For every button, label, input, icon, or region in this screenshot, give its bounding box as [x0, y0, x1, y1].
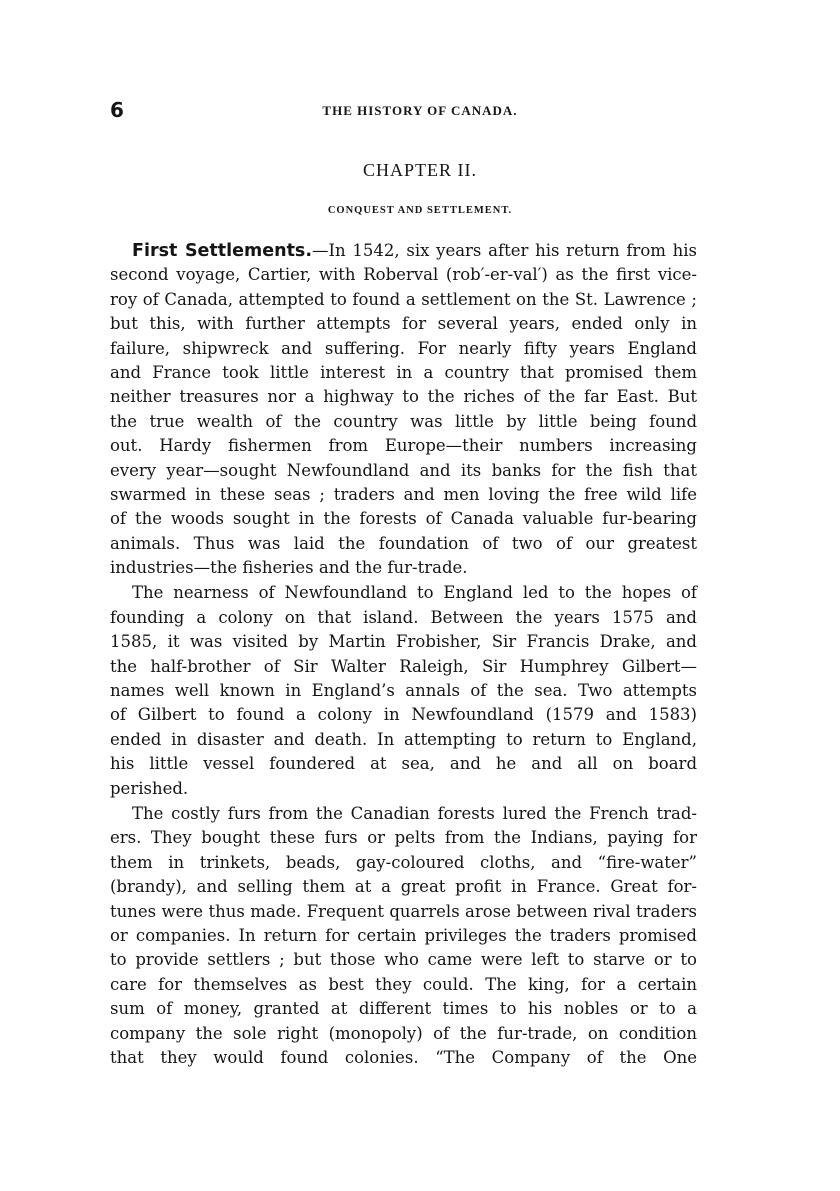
text-line: out. Hardy fishermen from Europe—their numbers increasing	[110, 436, 697, 456]
chapter-subtitle: CONQUEST AND SETTLEMENT.	[327, 205, 513, 216]
text-line: ended in disaster and death. In attempting to return to England,	[110, 729, 697, 749]
text-line: his little vessel foundered at sea, and he and all on board	[110, 754, 697, 774]
text-line: company the sole right (monopoly) of the fur-trade, on condition	[110, 1023, 697, 1043]
running-head: THE HISTORY OF CANADA.	[322, 103, 518, 118]
text-line: failure, shipwreck and suffering. For nearly fifty years England	[110, 338, 697, 358]
text-line: to provide settlers ; but those who came were left to starve or to	[110, 950, 697, 970]
text-line: of Gilbert to found a colony in Newfoundland (1579 and 1583)	[110, 705, 697, 725]
paragraph-first-settlements	[110, 239, 697, 580]
text-line: (brandy), and selling them at a great profit in France. Great for-	[110, 877, 697, 897]
text-line: industries—the fisheries and the fur-trade.	[110, 558, 468, 578]
text-line: sum of money, granted at different times to his nobles or to a	[110, 999, 697, 1019]
text-line-content: —In 1542, six years after his return from his	[312, 241, 697, 260]
text-line: names well known in England’s annals of the sea. Two attempts	[110, 681, 697, 701]
text-line: perished.	[110, 778, 189, 798]
text-line: them in trinkets, beads, gay-coloured cloths, and “fire-water”	[110, 852, 697, 872]
paragraph-newfoundland	[110, 581, 697, 801]
text-line: care for themselves as best they could. The king, for a certain	[110, 974, 697, 994]
page-number: 6	[110, 98, 124, 122]
text-line: The nearness of Newfoundland to England led to the hopes of	[132, 583, 697, 603]
text-line: animals. Thus was laid the foundation of two of our greatest	[110, 533, 697, 553]
text-line: or companies. In return for certain privileges the traders promised	[110, 925, 697, 945]
chapter-title: CHAPTER II.	[363, 160, 477, 180]
text-line: but this, with further attempts for several years, ended only in	[110, 314, 697, 334]
text-line: that they would found colonies. “The Company of the One	[110, 1047, 697, 1067]
body-text	[110, 239, 697, 1070]
text-line: every year—sought Newfoundland and its banks for the fish that	[110, 460, 697, 480]
text-line: and France took little interest in a country that promised them	[110, 362, 697, 382]
text-line: The costly furs from the Canadian forests lured the French trad-	[132, 803, 697, 823]
text-line: of the woods sought in the forests of Canada valuable fur-bearing	[110, 509, 697, 529]
text-line: swarmed in these seas ; traders and men loving the free wild life	[110, 484, 697, 504]
text-line: tunes were thus made. Frequent quarrels arose between rival traders	[110, 901, 697, 921]
text-line: 1585, it was visited by Martin Frobisher, Sir Francis Drake, and	[110, 632, 697, 652]
text-line: the true wealth of the country was little by little being found	[110, 411, 697, 431]
side-heading: First Settlements.	[132, 241, 313, 261]
text-line: second voyage, Cartier, with Roberval (rob′-er-val′) as the first vice-	[110, 265, 697, 285]
text-line: roy of Canada, attempted to found a settlement on the St. Lawrence ;	[110, 289, 697, 309]
text-line: founding a colony on that island. Between the years 1575 and	[110, 607, 697, 627]
paragraph-fur-trade	[110, 802, 697, 1070]
text-line	[110, 239, 697, 263]
text-line: neither treasures nor a highway to the riches of the far East. But	[110, 387, 697, 407]
text-line: the half-brother of Sir Walter Raleigh, Sir Humphrey Gilbert—	[110, 656, 697, 676]
text-line: ers. They bought these furs or pelts from the Indians, paying for	[110, 828, 697, 848]
